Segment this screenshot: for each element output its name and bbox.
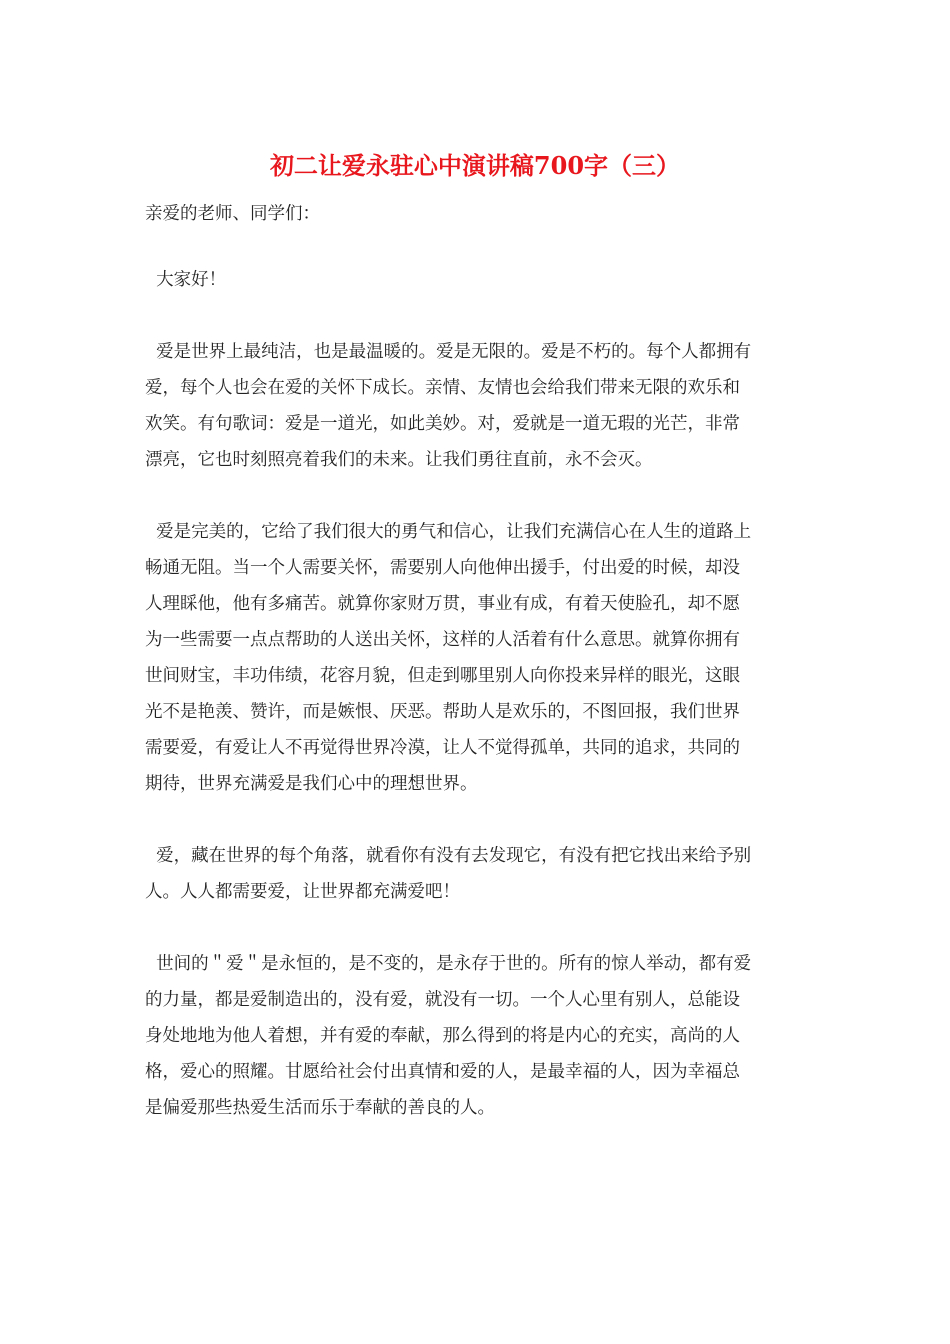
- paragraph-line: 需要爱，有爱让人不再觉得世界冷漠，让人不觉得孤单，共同的追求，共同的: [145, 738, 740, 758]
- paragraph-line: 身处地地为他人着想，并有爱的奉献，那么得到的将是内心的充实，高尚的人: [145, 1026, 740, 1046]
- paragraph-3: [145, 838, 810, 910]
- paragraph-gap: [145, 298, 810, 334]
- paragraph-line: 光不是艳羡、赞许，而是嫉恨、厌恶。帮助人是欢乐的，不图回报，我们世界: [145, 702, 740, 722]
- paragraph-line: 爱，藏在世界的每个角落，就看你有没有去发现它，有没有把它找出来给予别: [145, 846, 752, 866]
- paragraph-line: 是偏爱那些热爱生活而乐于奉献的善良的人。: [145, 1098, 495, 1118]
- paragraph-line: 爱是世界上最纯洁，也是最温暖的。爱是无限的。爱是不朽的。每个人都拥有: [145, 342, 752, 362]
- paragraph-line: 漂亮，它也时刻照亮着我们的未来。让我们勇往直前，永不会灭。: [145, 450, 653, 470]
- paragraph-line: 的力量，都是爱制造出的，没有爱，就没有一切。一个人心里有别人，总能设: [145, 990, 740, 1010]
- greeting: 大家好！: [145, 270, 227, 290]
- paragraph-line: 格，爱心的照耀。甘愿给社会付出真情和爱的人，是最幸福的人，因为幸福总: [145, 1062, 740, 1082]
- paragraph-line: 世间财宝，丰功伟绩，花容月貌，但走到哪里别人向你投来异样的眼光，这眼: [145, 666, 740, 686]
- paragraph-line: 爱是完美的，它给了我们很大的勇气和信心，让我们充满信心在人生的道路上: [145, 522, 752, 542]
- document-body: [145, 196, 810, 1126]
- document-title: 初二让爱永驻心中演讲稿700字（三）: [269, 151, 681, 180]
- paragraph-2: [145, 514, 810, 802]
- paragraph-line: 世间的＂爱＂是永恒的，是不变的，是永存于世的。所有的惊人举动，都有爱: [145, 954, 752, 974]
- paragraph-line: 人。人人都需要爱，让世界都充满爱吧！: [145, 882, 460, 902]
- paragraph-line: 畅通无阻。当一个人需要关怀，需要别人向他伸出援手，付出爱的时候，却没: [145, 558, 740, 578]
- paragraph-line: 人理睬他，他有多痛苦。就算你家财万贯，事业有成，有着天使脸孔，却不愿: [145, 594, 740, 614]
- paragraph-4: [145, 946, 810, 1126]
- paragraph-gap: [145, 802, 810, 838]
- paragraph-line: 为一些需要一点点帮助的人送出关怀，这样的人活着有什么意思。就算你拥有: [145, 630, 740, 650]
- paragraph-line: 期待，世界充满爱是我们心中的理想世界。: [145, 774, 478, 794]
- paragraph-line: 爱，每个人也会在爱的关怀下成长。亲情、友情也会给我们带来无限的欢乐和: [145, 378, 740, 398]
- paragraph-gap: [145, 478, 810, 514]
- salutation: 亲爱的老师、同学们：: [145, 204, 320, 224]
- paragraph-gap: [145, 910, 810, 946]
- paragraph-line: 欢笑。有句歌词：爱是一道光，如此美妙。对，爱就是一道无瑕的光芒，非常: [145, 414, 740, 434]
- paragraph-1: [145, 334, 810, 478]
